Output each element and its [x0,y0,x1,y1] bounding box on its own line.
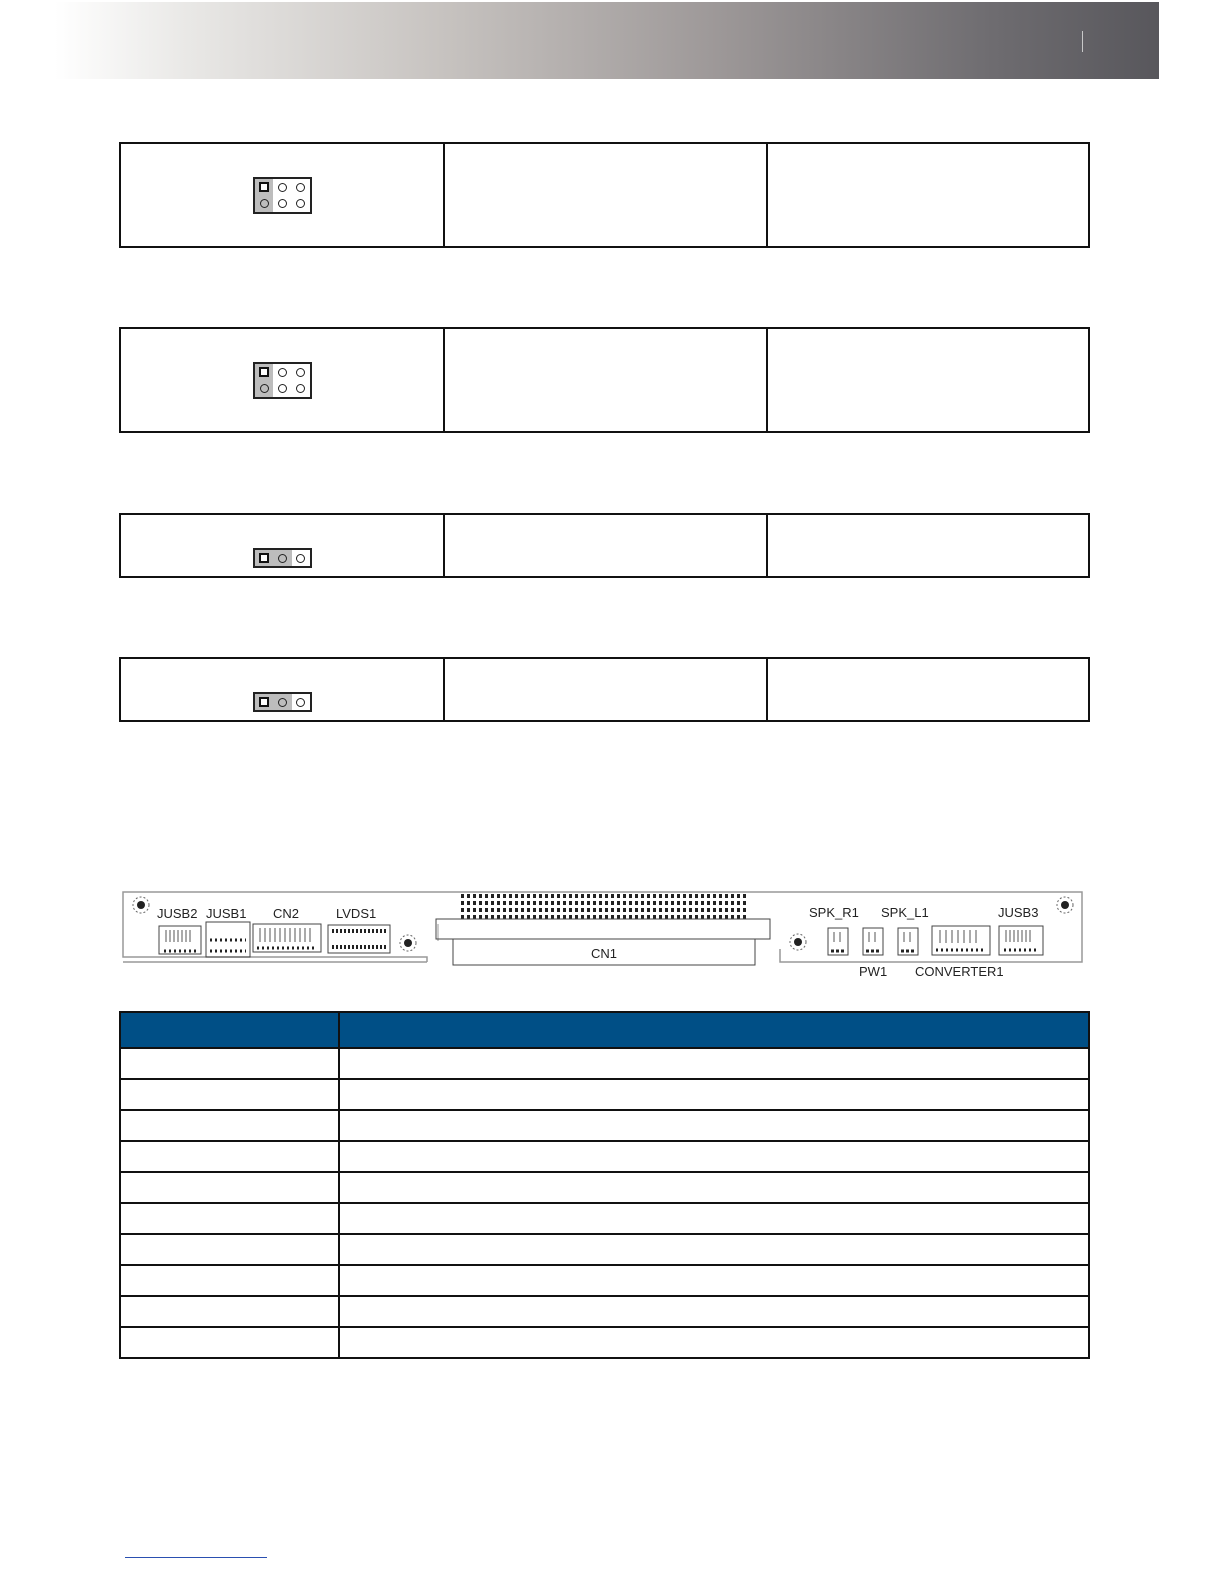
jumper-table-2 [119,327,1090,433]
footer-link[interactable] [125,1557,267,1558]
jumper-pin-5 [292,364,310,381]
jumper-pin-2 [273,694,291,710]
table-cell [339,1234,1089,1265]
table-header-row [120,1012,1089,1048]
table-cell [120,1172,339,1203]
board-connector-diagram [120,888,1090,988]
table-row [120,1203,1089,1234]
jumper-pin-6 [292,381,310,398]
jumper-pin-2 [255,196,273,213]
mounting-hole-icon [790,934,806,950]
table-header-cell [339,1012,1089,1048]
jumper-diagram-cell [121,329,445,431]
connector-spk-l1 [898,928,918,955]
table-row [120,1265,1089,1296]
table-row [120,1172,1089,1203]
table-row [120,1141,1089,1172]
mounting-hole-icon [1057,897,1073,913]
jumper-pin-1 [255,550,273,566]
jumper-setting-cell [768,144,1088,246]
jumper-pin-3 [273,364,291,381]
table-row [120,1048,1089,1079]
table-cell [339,1296,1089,1327]
jumper-2x3-diagram [253,362,312,399]
connector-jusb2 [159,926,201,954]
connector-jusb3 [999,926,1043,955]
jumper-pin-2 [255,381,273,398]
jumper-2x3-diagram [253,177,312,214]
jumper-pin-3 [292,550,310,566]
table-cell [120,1110,339,1141]
table-row [120,1296,1089,1327]
table-row [120,1327,1089,1358]
jumper-diagram-cell [121,144,445,246]
table-cell [339,1110,1089,1141]
jumper-function-cell [445,659,768,720]
table-cell [120,1203,339,1234]
table-cell [120,1327,339,1358]
label-jusb2: JUSB2 [157,906,198,921]
connector-spk-r1 [828,928,848,955]
label-jusb1: JUSB1 [206,906,247,921]
jumper-pin-4 [273,196,291,213]
connector-converter1 [932,926,990,955]
jumper-table-4 [119,657,1090,722]
jumper-pin-1 [255,179,273,196]
jumper-pin-2 [273,550,291,566]
jumper-diagram-cell [121,515,445,576]
label-converter1: CONVERTER1 [915,964,1004,979]
connector-jusb1 [206,922,250,957]
jumper-function-cell [445,329,768,431]
table-cell [120,1234,339,1265]
connector-table [119,1011,1090,1359]
jumper-table-1 [119,142,1090,248]
table-cell [120,1048,339,1079]
label-jusb3: JUSB3 [998,905,1039,920]
mounting-hole-icon [400,935,416,951]
page-header-band [55,2,1159,79]
connector-lvds1 [328,925,390,953]
jumper-pin-3 [292,694,310,710]
label-cn1: CN1 [590,946,618,961]
label-spk-l1: SPK_L1 [881,905,929,920]
jumper-1x3-diagram [253,692,312,712]
jumper-function-cell [445,515,768,576]
jumper-pin-5 [292,179,310,196]
jumper-pin-4 [273,381,291,398]
label-lvds1: LVDS1 [336,906,377,921]
table-cell [339,1048,1089,1079]
mounting-hole-icon [133,897,149,913]
table-row [120,1110,1089,1141]
label-pw1: PW1 [859,964,888,979]
table-cell [339,1203,1089,1234]
jumper-table-3 [119,513,1090,578]
jumper-1x3-diagram [253,548,312,568]
jumper-pin-1 [255,364,273,381]
table-cell [339,1327,1089,1358]
jumper-pin-1 [255,694,273,710]
jumper-setting-cell [768,515,1088,576]
table-row [120,1079,1089,1110]
header-divider [1082,31,1083,52]
jumper-setting-cell [768,329,1088,431]
table-cell [339,1265,1089,1296]
connector-pw1 [863,928,883,955]
label-cn2: CN2 [273,906,300,921]
jumper-setting-cell [768,659,1088,720]
table-cell [120,1265,339,1296]
jumper-pin-6 [292,196,310,213]
table-cell [339,1141,1089,1172]
connector-cn2 [253,924,321,952]
table-row [120,1234,1089,1265]
table-cell [120,1079,339,1110]
table-cell [120,1296,339,1327]
table-cell [120,1141,339,1172]
table-cell [339,1172,1089,1203]
table-cell [339,1079,1089,1110]
table-header-cell [120,1012,339,1048]
jumper-pin-3 [273,179,291,196]
jumper-diagram-cell [121,659,445,720]
label-spk-r1: SPK_R1 [809,905,859,920]
jumper-function-cell [445,144,768,246]
